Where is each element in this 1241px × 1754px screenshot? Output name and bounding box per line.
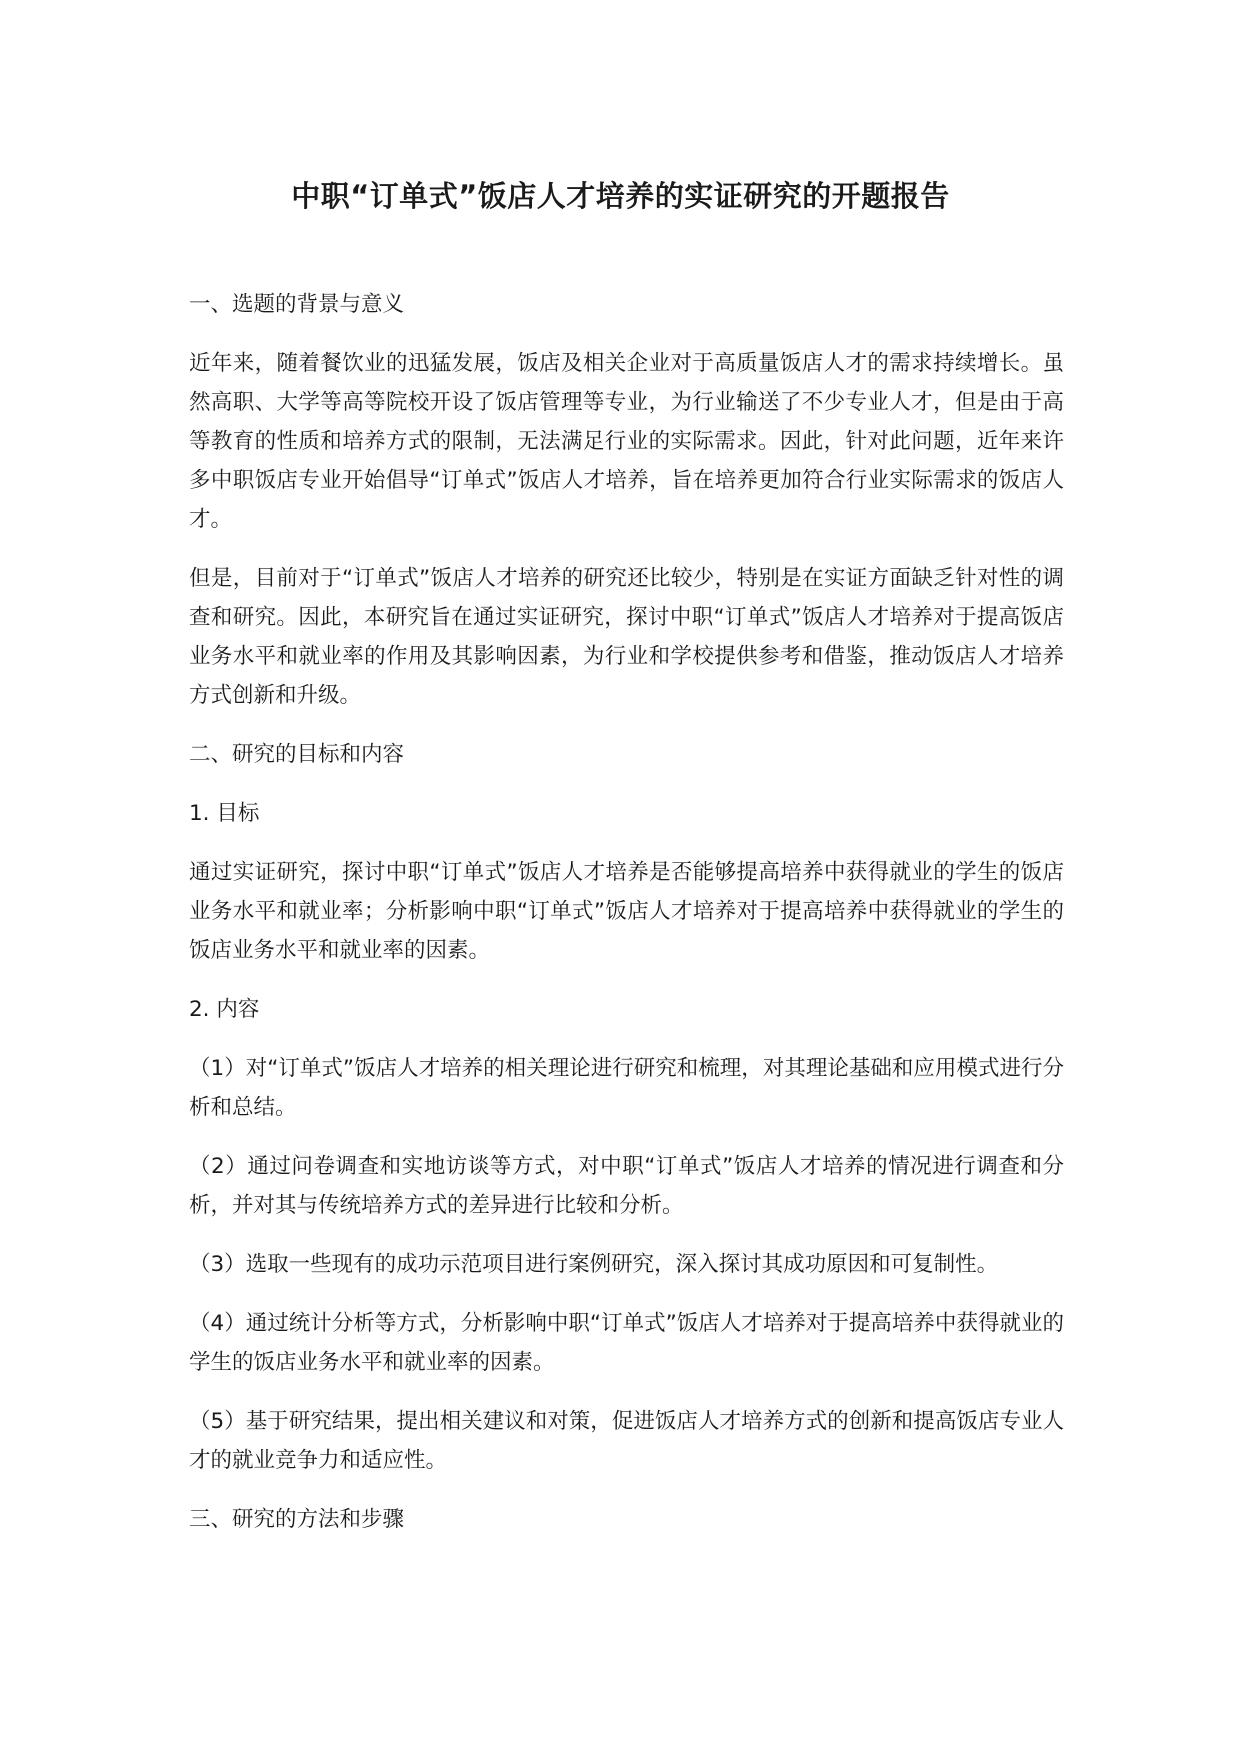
- subheading-goal: 1. 目标: [189, 801, 260, 826]
- section-heading-goals: 二、研究的目标和内容: [189, 742, 405, 767]
- document-title: 中职“订单式”饭店人才培养的实证研究的开题报告: [291, 179, 950, 213]
- list-item-content-1: （1）对“订单式”饭店人才培养的相关理论进行研究和梳理，对其理论基础和应用模式进行分析和总结。: [189, 1056, 1064, 1120]
- paragraph-background-1: 近年来，随着餐饮业的迅猛发展，饭店及相关企业对于高质量饭店人才的需求持续增长。虽然高职、大学等高等院校开设了饭店管理等专业，为行业输送了不少专业人才，但是由于高等教育的性质和培养方式的限制，无法满足行业的实际需求。因此，针对此问题，近年来许多中职饭店专业开始倡导“订单式”饭店人才培养，旨在培养更加符合行业实际需求的饭店人才。: [189, 351, 1064, 532]
- list-item-content-2: （2）通过问卷调查和实地访谈等方式，对中职“订单式”饭店人才培养的情况进行调查和分析，并对其与传统培养方式的差异进行比较和分析。: [189, 1154, 1064, 1218]
- list-item-content-4: （4）通过统计分析等方式，分析影响中职“订单式”饭店人才培养对于提高培养中获得就业的学生的饭店业务水平和就业率的因素。: [189, 1311, 1064, 1375]
- list-item-content-5: （5）基于研究结果，提出相关建议和对策，促进饭店人才培养方式的创新和提高饭店专业人才的就业竞争力和适应性。: [189, 1409, 1064, 1473]
- section-heading-methods: 三、研究的方法和步骤: [189, 1507, 405, 1532]
- subheading-content: 2. 内容: [189, 997, 260, 1022]
- document-body: [189, 285, 1064, 1559]
- paragraph-background-2: 但是，目前对于“订单式”饭店人才培养的研究还比较少，特别是在实证方面缺乏针对性的调查和研究。因此，本研究旨在通过实证研究，探讨中职“订单式”饭店人才培养对于提高饭店业务水平和就业率的作用及其影响因素，为行业和学校提供参考和借鉴，推动饭店人才培养方式创新和升级。: [189, 566, 1064, 708]
- paragraph-goal: 通过实证研究，探讨中职“订单式”饭店人才培养是否能够提高培养中获得就业的学生的饭店业务水平和就业率；分析影响中职“订单式”饭店人才培养对于提高培养中获得就业的学生的饭店业务水平和就业率的因素。: [189, 860, 1064, 963]
- list-item-content-3: （3）选取一些现有的成功示范项目进行案例研究，深入探讨其成功原因和可复制性。: [189, 1252, 999, 1277]
- section-heading-background: 一、选题的背景与意义: [189, 292, 405, 317]
